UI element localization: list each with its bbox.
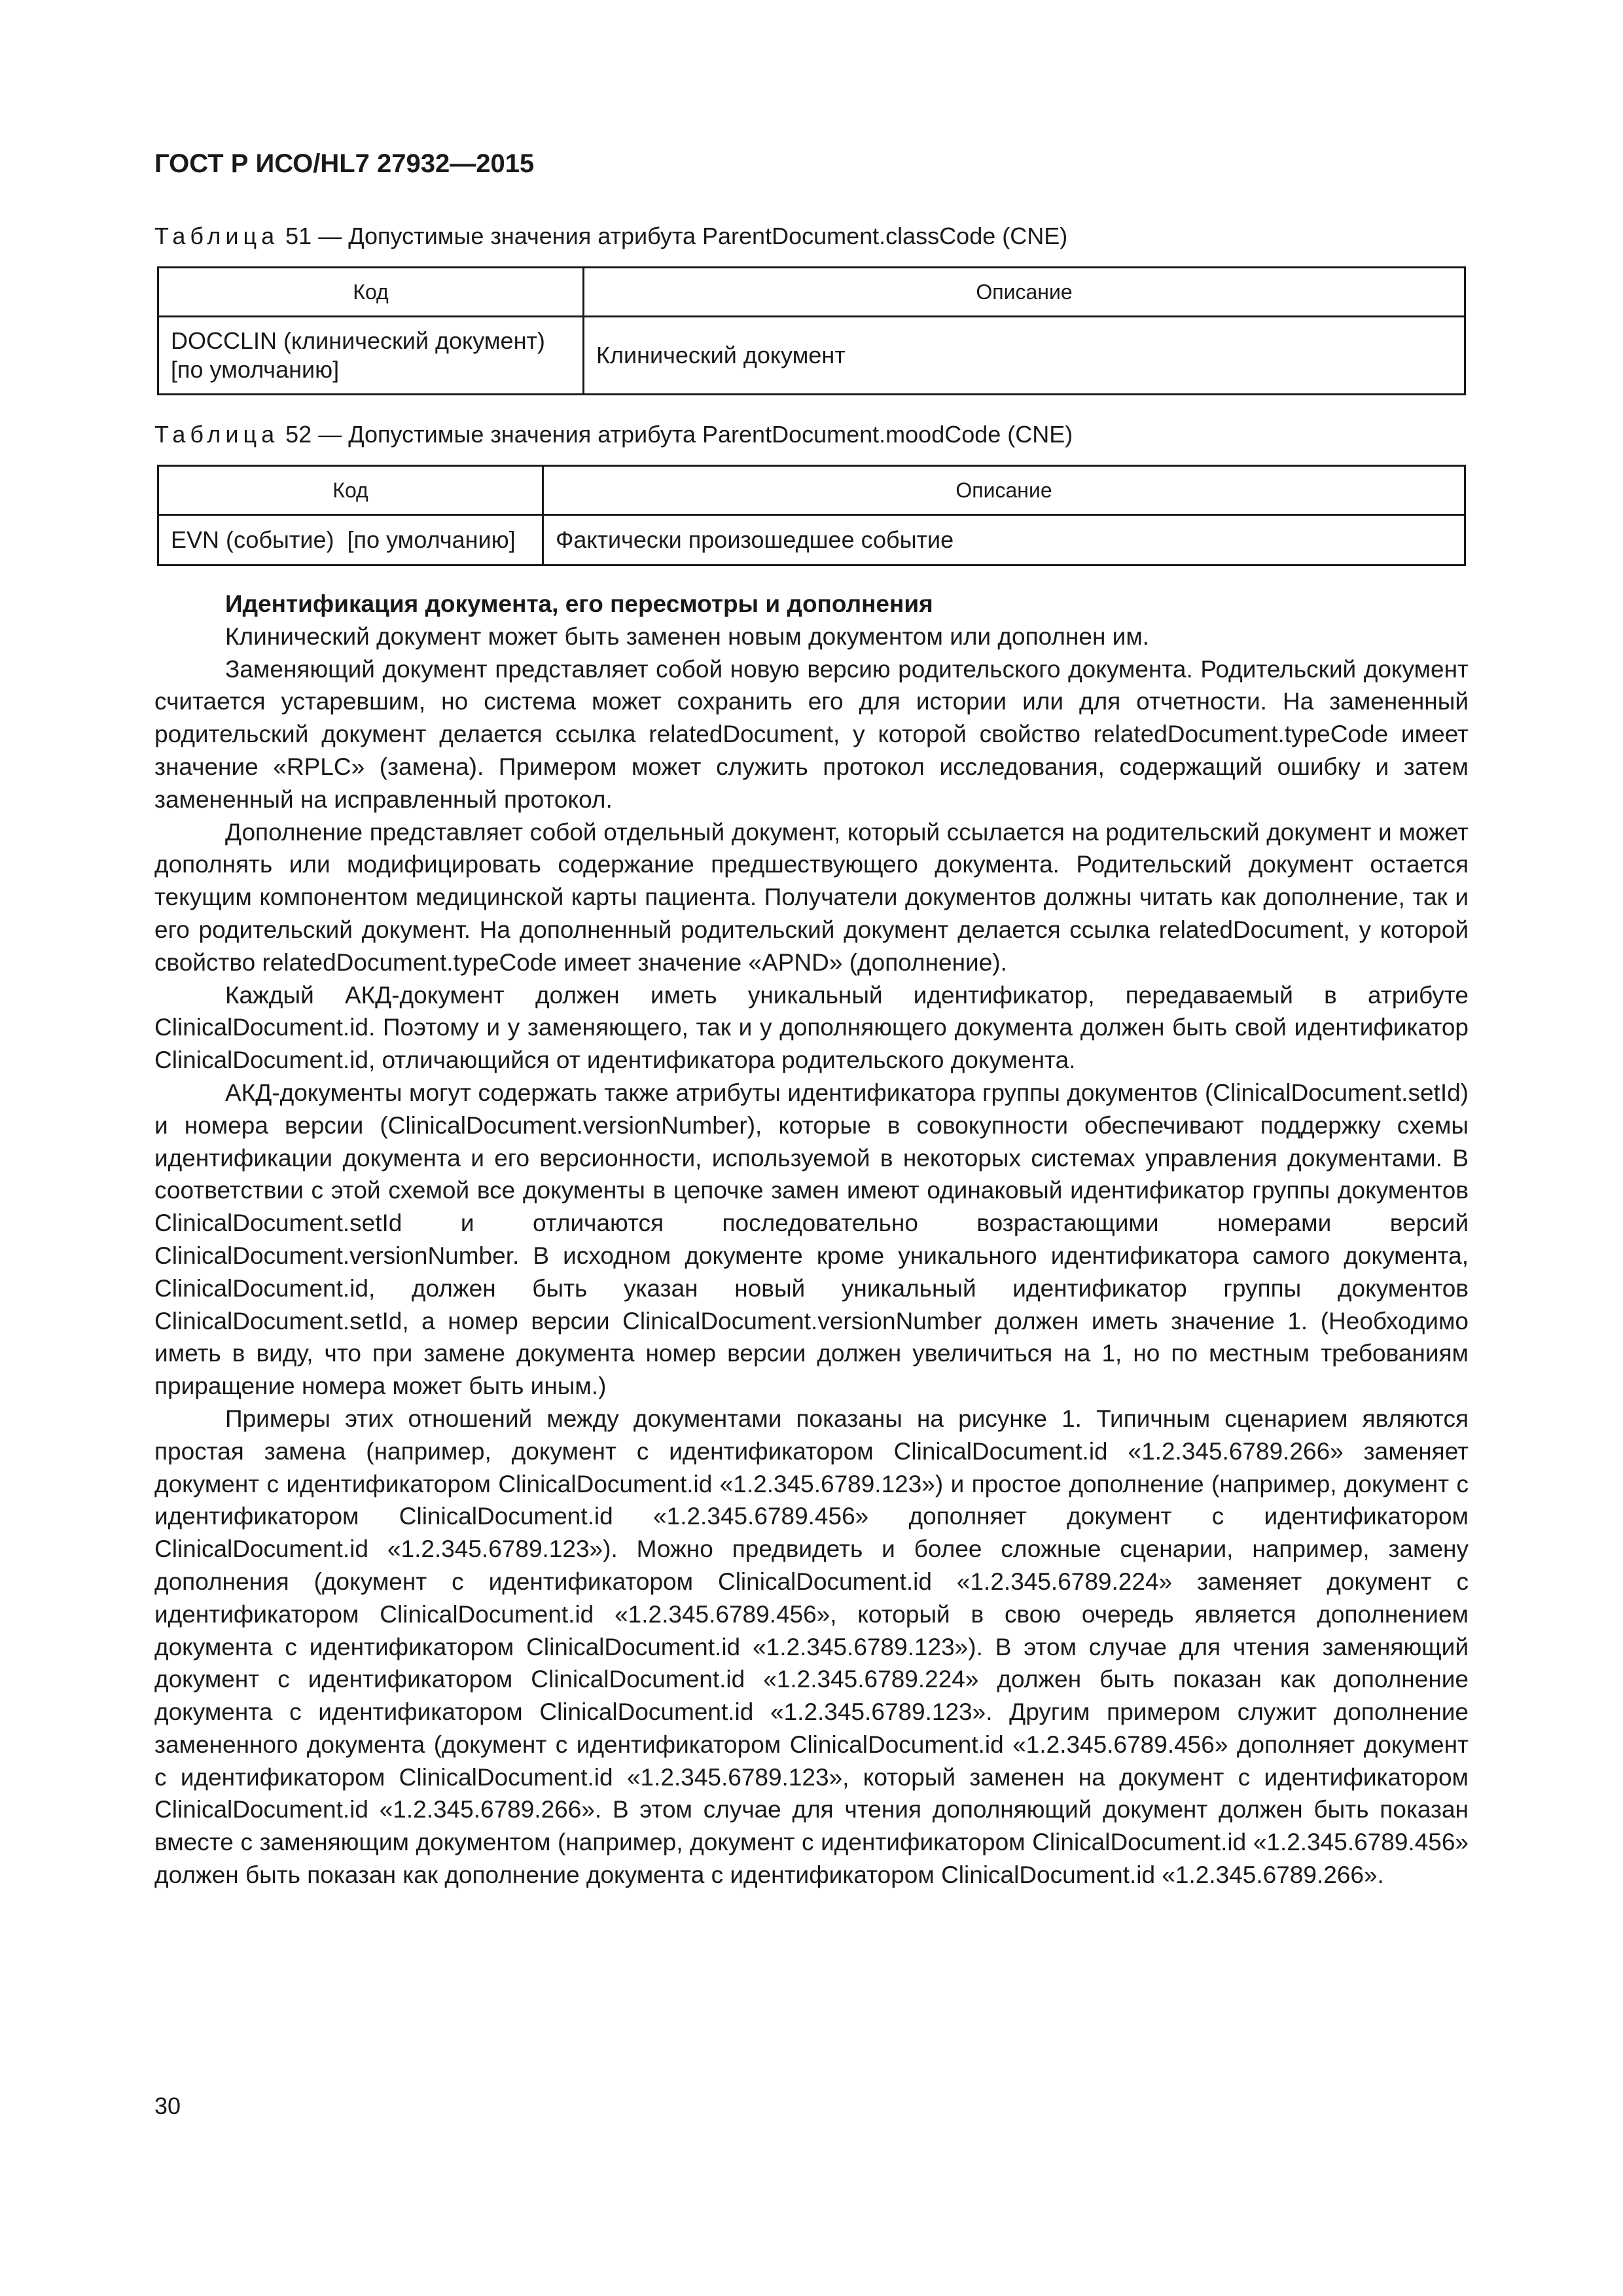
code-line-1: DOCCLIN (клинический документ): [171, 327, 545, 354]
paragraph: Примеры этих отношений между документами показаны на рисунке 1. Типичным сценарием являются простая замена (например, документ с идентификатором ClinicalDocument.id «1.2.345.6789.266» заменяет документ с идентификатором ClinicalDocument.id «1.2.345.6789.123») и простое дополнение (например, документ с идентификатором ClinicalDocument.id «1.2.345.6789.456» дополняет документ с идентификатором ClinicalDocument.id «1.2.345.6789.123»). Можно предвидеть и более сложные сценарии, например, замену дополнения (документ с идентификатором ClinicalDocument.id «1.2.345.6789.224» заменяет документ с идентификатором ClinicalDocument.id «1.2.345.6789.456», который в свою очередь является дополнением документа с идентификатором ClinicalDocument.id «1.2.345.6789.123»). В этом случае для чтения заменяющий документ с идентификатором ClinicalDocument.id «1.2.345.6789.224» должен быть показан как дополнение документа с идентификатором ClinicalDocument.id «1.2.345.6789.123». Другим примером служит дополнение замененного документа (документ с идентификатором ClinicalDocument.id «1.2.345.6789.456» дополняет документ с идентификатором ClinicalDocument.id «1.2.345.6789.123», который заменен на документ с идентификатором ClinicalDocument.id «1.2.345.6789.266». В этом случае для чтения дополняющий документ должен быть показан вместе с заменяющим документом (например, документ с идентификатором ClinicalDocument.id «1.2.345.6789.456» должен быть показан как дополнение документа с идентификатором ClinicalDocument.id «1.2.345.6789.266».: [154, 1405, 1469, 1889]
table-cell-code: EVN (событие) [по умолчанию]: [158, 515, 543, 565]
table-51-caption-text: 51 — Допустимые значения атрибута ParentDocument.classCode (CNE): [279, 223, 1068, 249]
column-header-code: Код: [158, 466, 543, 515]
paragraph: Клинический документ может быть заменен новым документом или дополнен им.: [225, 622, 1150, 650]
column-header-code: Код: [158, 268, 584, 317]
page-number: 30: [154, 2092, 181, 2119]
paragraph: Каждый АКД-документ должен иметь уникальный идентификатор, передаваемый в атрибуте ClinicalDocument.id. Поэтому и у заменяющего, так и у дополняющего документа должен быть свой идентификатор ClinicalDocument.id, отличающийся от идентификатора родительского документа.: [154, 981, 1469, 1074]
table-cell-code: [158, 317, 584, 395]
paragraph: АКД-документы могут содержать также атрибуты идентификатора группы документов (ClinicalDocument.setId) и номера версии (ClinicalDocument.versionNumber), которые в совокупности обеспечивают поддержку схемы идентификации документа и его версионности, используемой в некоторых системах управления документами. В соответствии с этой схемой все документы в цепочке замен имеют одинаковый идентификатор группы документов ClinicalDocument.setId и отличаются последовательно возрастающими номерами версий ClinicalDocument.versionNumber. В исходном документе кроме уникального идентификатора самого документа, ClinicalDocument.id, должен быть указан новый уникальный идентификатор группы документов ClinicalDocument.setId, а номер версии ClinicalDocument.versionNumber должен иметь значение 1. (Необходимо иметь в виду, что при замене документа номер версии должен увеличиться на 1, но по местным требованиям приращение номера может быть иным.): [154, 1079, 1469, 1400]
code-line-2: [по умолчанию]: [171, 356, 340, 383]
table-52-caption: [154, 421, 1073, 448]
table-cell-description: Клинический документ: [584, 317, 1465, 395]
table-52: [157, 465, 1466, 566]
table-52-caption-prefix: Таблица: [154, 421, 279, 448]
table-header-row: [158, 466, 1465, 515]
table-header-row: [158, 268, 1465, 317]
section-heading: Идентификация документа, его пересмотры и дополнения: [225, 590, 933, 617]
table-51-caption: [154, 223, 1067, 250]
column-header-description: Описание: [543, 466, 1465, 515]
table-51-caption-prefix: Таблица: [154, 223, 279, 249]
paragraph: Заменяющий документ представляет собой новую версию родительского документа. Родительский документ считается устаревшим, но система может сохранить его для истории или для отчетности. На замененный родительский документ делается ссылка relatedDocument, у которой свойство relatedDocument.typeCode имеет значение «RPLC» (замена). Примером может служить протокол исследования, содержащий ошибку и затем замененный на исправленный протокол.: [154, 655, 1469, 813]
paragraph: Дополнение представляет собой отдельный документ, который ссылается на родительский документ и может дополнять или модифицировать содержание предшествующего документа. Родительский документ остается текущим компонентом медицинской карты пациента. Получатели документов должны читать как дополнение, так и его родительский документ. На дополненный родительский документ делается ссылка relatedDocument, у которой свойство relatedDocument.typeCode имеет значение «APND» (дополнение).: [154, 818, 1469, 976]
table-row: [158, 515, 1465, 565]
table-row: [158, 317, 1465, 395]
table-51: [157, 266, 1466, 395]
table-cell-description: Фактически произошедшее событие: [543, 515, 1465, 565]
section-body: [154, 588, 1469, 1892]
table-52-caption-text: 52 — Допустимые значения атрибута ParentDocument.moodCode (CNE): [279, 421, 1073, 448]
page-header: ГОСТ Р ИСО/HL7 27932—2015: [154, 149, 535, 178]
column-header-description: Описание: [584, 268, 1465, 317]
